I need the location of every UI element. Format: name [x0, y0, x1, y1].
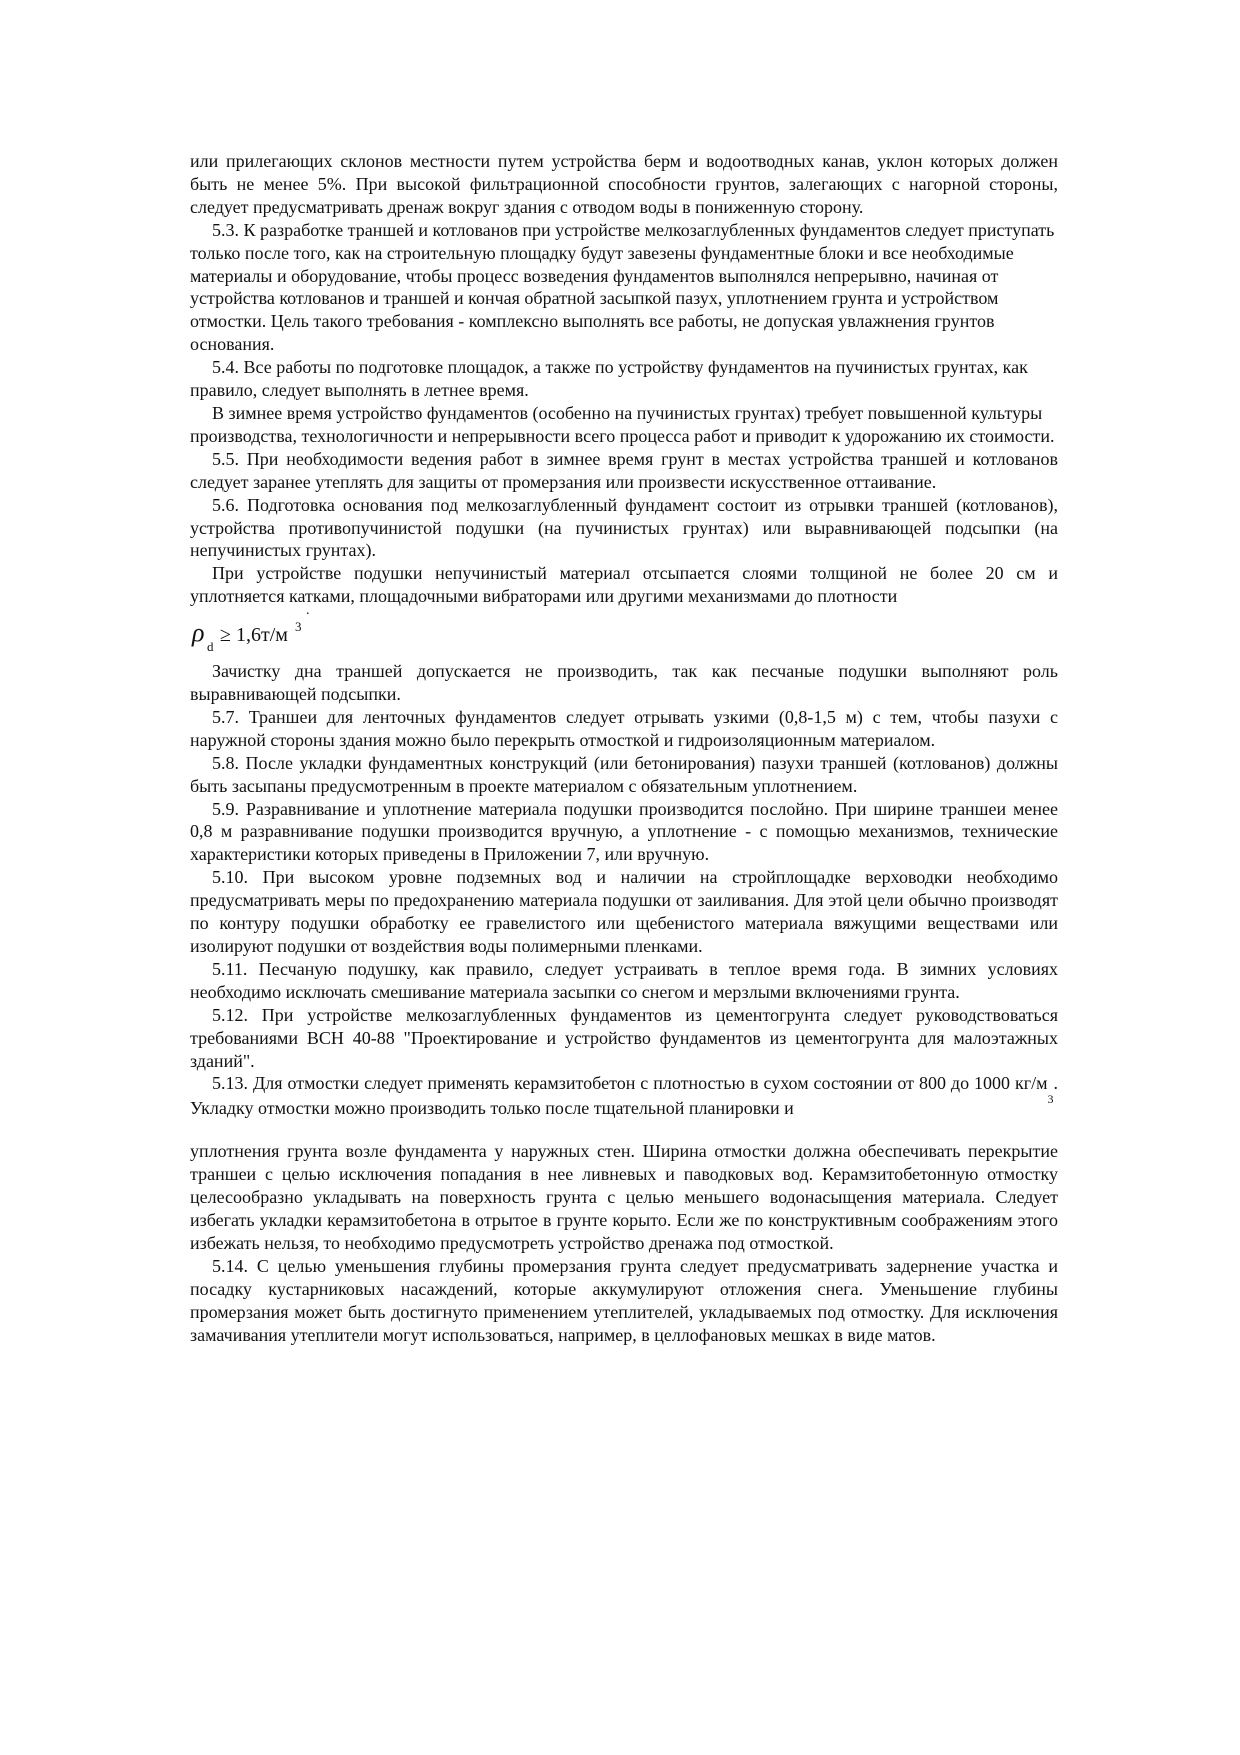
- formula-dot: .: [306, 603, 310, 619]
- paragraph-5-11: 5.11. Песчаную подушку, как правило, следует устраивать в теплое время года. В зимних условиях необходимо исключать смешивание материала засыпки со снегом и мерзлыми включениями грунта.: [190, 958, 1058, 1002]
- paragraph-5-9: 5.9. Разравнивание и уплотнение материала подушки производится послойно. При ширине траншеи менее 0,8 м разравнивание подушки производится вручную, а уплотнение - с помощью механизмов, технические характеристики которых приведены в Приложении 7, или вручную.: [190, 798, 1058, 865]
- unit-superscript: 3: [1047, 1092, 1054, 1107]
- paragraph-5-13-part1: 5.13. Для отмостки следует применять керамзитобетон с плотностью в сухом состоянии от 800 до 1000 кг/м: [212, 1073, 1048, 1094]
- paragraph-5-13: [190, 1072, 1058, 1120]
- paragraph-5-13-part2: . Укладку отмостки можно производить только после тщательной планировки и: [190, 1073, 1058, 1119]
- paragraph-5-5: 5.5. При необходимости ведения работ в зимнее время грунт в местах устройства траншей и котлованов следует заранее утеплять для защиты от промерзания или произвести искусственное оттаивание.: [190, 448, 1058, 492]
- paragraph-5-13-cont: уплотнения грунта возле фундамента у наружных стен. Ширина отмостки должна обеспечивать перекрытие траншеи с целью исключения попадания в нее ливневых и паводковых вод. Керамзитобетонную отмостку целесообразно укладывать на поверхность грунта с целью меньшего водонасыщения материала. Следует избегать укладки керамзитобетона в отрытое в грунте корыто. Если же по конструктивным соображениям этого избежать нельзя, то необходимо предусмотреть устройство дренажа под отмосткой.: [190, 1141, 1058, 1253]
- paragraph-5-7: 5.7. Траншеи для ленточных фундаментов следует отрывать узкими (0,8-1,5 м) с тем, чтобы пазухи с наружной стороны здания можно было перекрыть отмосткой и гидроизоляционным материалом.: [190, 706, 1058, 750]
- formula-rho-symbol: ρ: [192, 618, 205, 648]
- paragraph: или прилегающих склонов местности путем устройства берм и водоотводных канав, уклон которых должен быть не менее 5%. При высокой фильтрационной способности грунтов, залегающих с нагорной стороны, следует предусматривать дренаж вокруг здания с отводом воды в пониженную сторону.: [190, 151, 1058, 217]
- paragraph-cleaning: Зачистку дна траншей допускается не производить, так как песчаные подушки выполняют роль выравнивающей подсыпки.: [190, 661, 1058, 705]
- paragraph-5-6: 5.6. Подготовка основания под мелкозаглубленный фундамент состоит из отрывки траншей (котлованов), устройства противопучинистой подушки (на пучинистых грунтах) или выравнивающей подсыпки (на непучинистых грунтах).: [190, 494, 1058, 561]
- paragraph-cushion: При устройстве подушки непучинистый материал отсыпается слоями толщиной не более 20 см и уплотняется катками, площадочными вибраторами или другими механизмами до плотности: [190, 563, 1058, 607]
- formula-superscript: 3: [295, 619, 302, 635]
- density-formula: [190, 603, 1058, 655]
- paragraph-5-12: 5.12. При устройстве мелкозаглубленных фундаментов из цементогрунта следует руководствоваться требованиями ВСН 40-88 "Проектирование и устройство фундаментов из цементогрунта для малоэтажных зданий".: [190, 1004, 1058, 1071]
- paragraph-5-4: 5.4. Все работы по подготовке площадок, а также по устройству фундаментов на пучинистых грунтах, как правило, следует выполнять в летнее время.: [190, 357, 1028, 401]
- paragraph-5-3: 5.3. К разработке траншей и котлованов при устройстве мелкозаглубленных фундаментов следует приступать только после того, как на строительную площадку будут завезены фундаментные блоки и все необходимые материалы и оборудование, чтобы процесс возведения фундаментов выполнялся непрерывно, начиная от устройства котлованов и траншей и кончая обратной засыпкой пазух, уплотнением грунта и устройством отмостки. Цель такого требования - комплексно выполнять все работы, не допуская увлажнения грунтов основания.: [190, 219, 1055, 355]
- paragraph-5-8: 5.8. После укладки фундаментных конструкций (или бетонирования) пазухи траншей (котлованов) должны быть засыпаны предусмотренным в проекте материалом с обязательным уплотнением.: [190, 752, 1058, 796]
- paragraph-5-14: 5.14. С целью уменьшения глубины промерзания грунта следует предусматривать задернение участка и посадку кустарниковых насаждений, которые аккумулируют отложения снега. Уменьшение глубины промерзания может быть достигнуто применением утеплителей, укладываемых под отмостку. Для исключения замачивания утеплители могут использоваться, например, в целлофановых мешках в виде матов.: [190, 1255, 1058, 1345]
- paragraph-5-10: 5.10. При высоком уровне подземных вод и наличии на стройплощадке верховодки необходимо предусматривать меры по предохранению материала подушки от заиливания. Для этой цели обычно производят по контуру подушки обработку ее гравелистого или щебенистого материала вяжущими веществами или изолируют подушки от воздействия воды полимерными пленками.: [190, 867, 1058, 956]
- formula-expression: ≥ 1,6т/м: [220, 624, 288, 647]
- formula-subscript: d: [207, 639, 214, 655]
- paragraph-winter: В зимнее время устройство фундаментов (особенно на пучинистых грунтах) требует повышенной культуры производства, технологичности и непрерывности всего процесса работ и приводит к удорожанию их стоимости.: [190, 402, 1055, 446]
- document-page: [190, 150, 1058, 1346]
